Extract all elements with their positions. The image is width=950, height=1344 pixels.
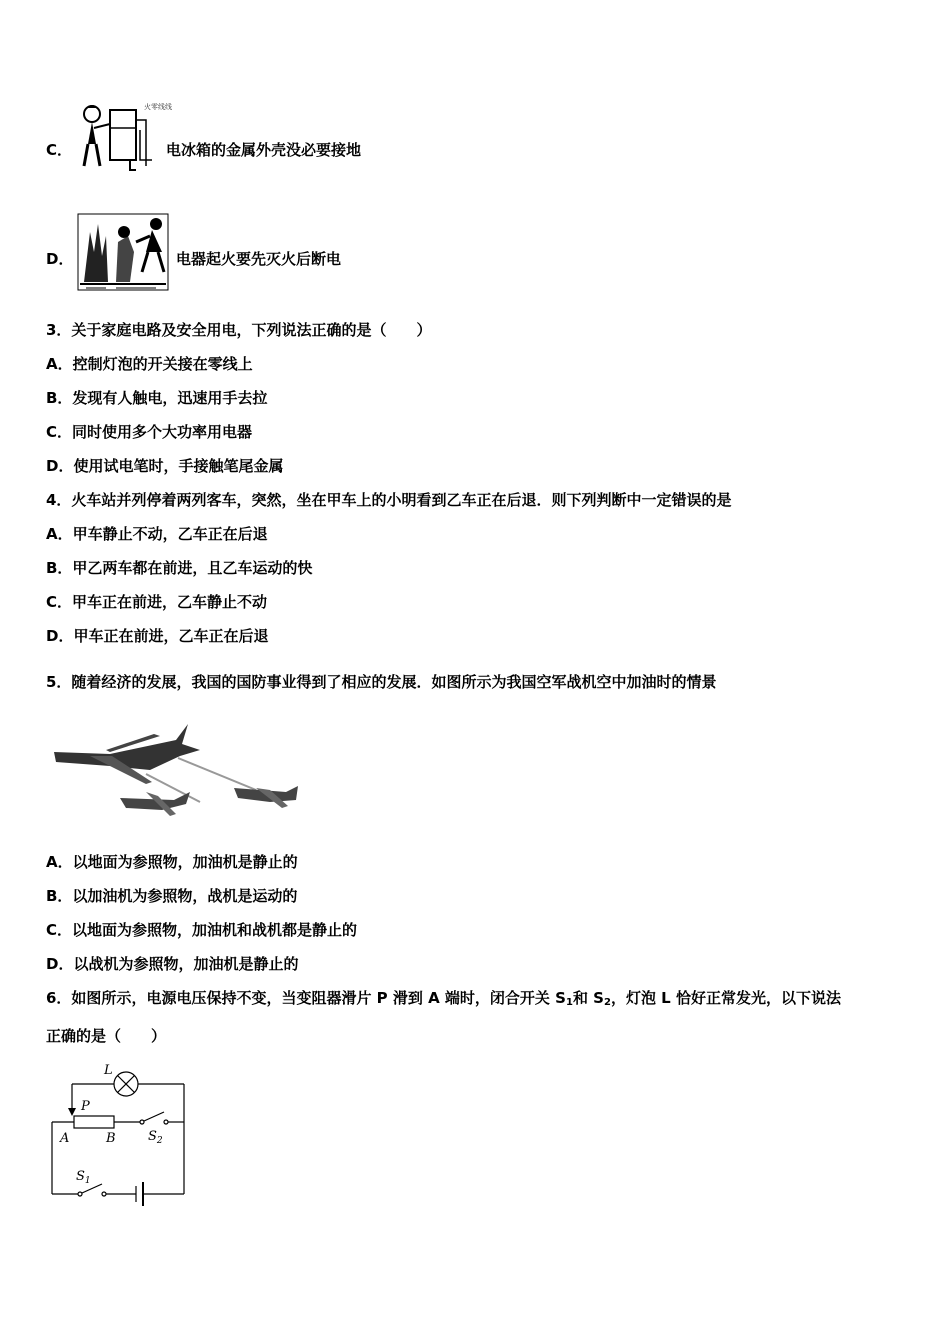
q3-stem: 3．关于家庭电路及安全用电，下列说法正确的是（ ） — [46, 321, 432, 339]
aerial-refueling-illustration — [50, 718, 306, 822]
q4-option-d: D．甲车正在前进，乙车正在后退 — [46, 627, 269, 645]
q3-option-b: B．发现有人触电，迅速用手去拉 — [46, 389, 268, 407]
q4-option-c: C．甲车正在前进，乙车静止不动 — [46, 593, 268, 611]
q4-stem: 4．火车站并列停着两列客车，突然，坐在甲车上的小明看到乙车正在后退．则下列判断中一定错误的是 — [46, 491, 732, 509]
q3-option-c: C．同时使用多个大功率用电器 — [46, 423, 253, 441]
q4-option-b: B．甲乙两车都在前进，且乙车运动的快 — [46, 559, 313, 577]
q5-stem: 5．随着经济的发展，我国的国防事业得到了相应的发展．如图所示为我国空军战机空中加油时的情景 — [46, 673, 717, 691]
q2-option-c-text: 电冰箱的金属外壳没必要接地 — [166, 141, 362, 159]
q5-option-b: B．以加油机为参照物，战机是运动的 — [46, 887, 298, 905]
slider-arrow — [68, 1108, 76, 1116]
rheostat-symbol — [74, 1116, 114, 1128]
lamp-label: L — [104, 1063, 113, 1078]
lamp-symbol — [114, 1072, 138, 1096]
fridge-wire-label: 火零线线 — [144, 103, 172, 111]
q3-option-a: A．控制灯泡的开关接在零线上 — [46, 355, 253, 373]
q5-option-c: C．以地面为参照物，加油机和战机都是静止的 — [46, 921, 358, 939]
electrical-fire-illustration — [76, 212, 170, 292]
q6-stem: 6．如图所示，电源电压保持不变，当变阻器滑片 P 滑到 A 端时，闭合开关 $S_1$和 $S_2$，灯泡 L 恰好正常发光，以下说法 — [46, 989, 841, 1008]
q6-stem-line2: 正确的是（ ） — [46, 1027, 167, 1045]
slider-label: P — [81, 1099, 90, 1114]
q2-option-d-text: 电器起火要先灭火后断电 — [176, 250, 342, 268]
switch-s1-label: $S_1$ — [76, 1169, 91, 1186]
switch-s2 — [144, 1112, 164, 1121]
q2-option-d-label: D． — [46, 250, 74, 268]
fridge-grounding-illustration — [74, 100, 172, 172]
circuit-diagram — [44, 1056, 194, 1208]
battery-symbol — [136, 1182, 143, 1206]
end-a-label: A — [60, 1131, 70, 1146]
q2-option-c-label: C． — [46, 141, 73, 159]
q5-option-d: D．以战机为参照物，加油机是静止的 — [46, 955, 299, 973]
switch-s2-label: $S_2$ — [148, 1129, 163, 1146]
end-b-label: B — [106, 1131, 116, 1146]
q3-option-d: D．使用试电笔时，手接触笔尾金属 — [46, 457, 284, 475]
q4-option-a: A．甲车静止不动，乙车正在后退 — [46, 525, 268, 543]
q5-option-a: A．以地面为参照物，加油机是静止的 — [46, 853, 298, 871]
